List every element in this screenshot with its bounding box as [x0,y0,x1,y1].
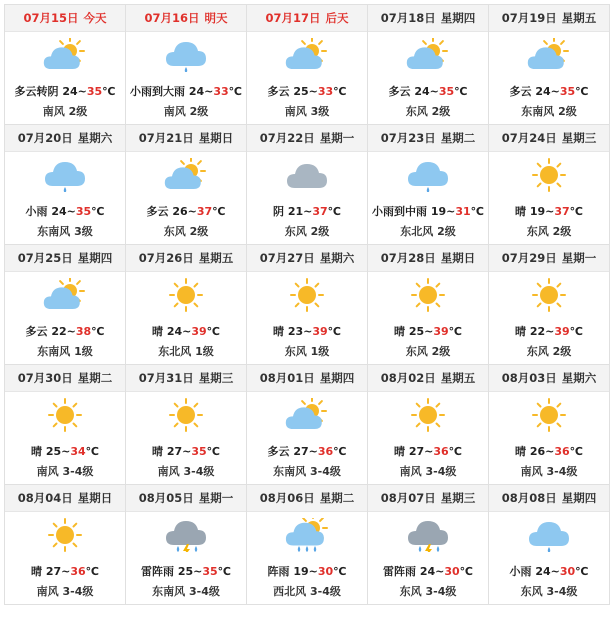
day-cell [368,485,489,605]
temp-unit: ℃ [569,205,583,218]
day-header [126,5,246,32]
weekday-label: 星期日 [440,251,476,265]
temp-unit: ℃ [569,445,583,458]
day-header [368,245,488,272]
weather-summary: 阵雨 19~30℃ [267,565,347,578]
overcast-cloud-icon [285,158,329,192]
date-label: 08月05日 [138,491,194,505]
weekday-label: 星期六 [77,131,113,145]
low-temp: 27 [293,445,309,458]
high-temp: 37 [554,205,570,218]
temp-unit: ℃ [206,445,220,458]
day-cell [5,485,126,605]
thunderstorm-icon [164,518,208,552]
weather-summary: 多云 24~35℃ [509,85,589,98]
wind-text: 南风 3-4级 [36,585,94,598]
weather-summary: 晴 27~35℃ [151,445,220,458]
wind-text: 东风 2级 [526,345,572,358]
low-temp: 22 [529,325,546,338]
sun-icon [527,398,571,432]
date-label: 07月20日 [17,131,73,145]
day-cell [126,485,247,605]
day-header [5,485,125,512]
day-cell [368,5,489,125]
day-cell [247,365,368,485]
low-temp: 26 [172,205,188,218]
date-label: 07月26日 [138,251,194,265]
date-label: 07月23日 [380,131,436,145]
sun-icon [406,398,450,432]
weekday-label: 星期二 [440,131,476,145]
sun-icon [285,278,329,312]
weather-summary: 多云转阴 24~35℃ [14,85,116,98]
temp-unit: ℃ [212,205,226,218]
date-label: 07月29日 [501,251,557,265]
condition-text: 雷阵雨 [382,565,416,578]
high-temp: 35 [438,85,455,98]
wind-text: 南风 3-4级 [157,465,215,478]
weather-summary: 雷阵雨 24~30℃ [382,565,473,578]
temp-unit: ℃ [333,445,347,458]
low-temp: 25 [293,85,309,98]
day-cell [489,125,610,245]
low-temp: 24 [62,85,78,98]
day-header [368,365,488,392]
condition-text: 晴 [30,565,42,578]
date-label: 07月28日 [380,251,436,265]
weather-summary: 晴 27~36℃ [393,445,462,458]
low-temp: 24 [51,205,67,218]
day-header [126,485,246,512]
sun-icon [527,158,571,192]
date-label: 08月07日 [380,491,436,505]
wind-text: 南风 2级 [42,105,88,118]
wind-text: 东风 2级 [405,345,451,358]
condition-text: 小雨到大雨 [129,85,185,98]
date-label: 07月25日 [17,251,73,265]
date-label: 07月22日 [259,131,315,145]
condition-text: 多云转阴 [14,85,59,98]
high-temp: 30 [317,565,334,578]
day-header [126,245,246,272]
day-header [5,125,125,152]
temp-unit: ℃ [327,325,341,338]
low-temp: 25 [408,325,425,338]
low-temp: 24 [535,565,551,578]
high-temp: 39 [191,325,207,338]
weekday-label: 星期五 [440,371,476,385]
wind-text: 东风 2级 [405,105,451,118]
wind-text: 东北风 2级 [400,225,456,238]
day-header [489,125,609,152]
weather-summary: 小雨 24~35℃ [25,205,105,218]
condition-text: 多云 [25,325,48,338]
high-temp: 36 [70,565,86,578]
date-label: 07月18日 [380,11,436,25]
weekday-label: 星期一 [561,251,597,265]
day-header [126,365,246,392]
partly-cloudy-icon [527,38,571,72]
temp-unit: ℃ [575,565,589,578]
low-temp: 27 [45,565,62,578]
temp-unit: ℃ [228,85,242,98]
date-label: 07月30日 [17,371,73,385]
date-label: 08月02日 [380,371,436,385]
high-temp: 30 [559,565,576,578]
temp-unit: ℃ [575,85,589,98]
condition-text: 晴 [151,325,163,338]
weather-summary: 小雨到中雨 19~31℃ [371,205,484,218]
condition-text: 雷阵雨 [140,565,174,578]
condition-text: 晴 [151,445,163,458]
low-temp: 22 [51,325,67,338]
date-label: 07月21日 [138,131,194,145]
wind-text: 南风 2级 [163,105,209,118]
low-temp: 24 [414,85,430,98]
weather-summary: 阴 21~37℃ [272,205,341,218]
condition-text: 阵雨 [267,565,290,578]
temp-unit: ℃ [85,445,99,458]
date-label: 07月17日 [265,11,321,25]
forecast-grid [4,4,610,605]
day-cell [126,245,247,365]
weekday-label: 明天 [204,11,228,25]
high-temp: 37 [312,205,328,218]
condition-text: 晴 [514,325,526,338]
partly-cloudy-icon [43,278,87,312]
condition-text: 多云 [388,85,411,98]
sun-icon [43,518,87,552]
day-cell [489,245,610,365]
condition-text: 小雨 [509,565,532,578]
temp-unit: ℃ [91,205,105,218]
weekday-label: 星期一 [319,131,355,145]
weather-summary: 多云 26~37℃ [146,205,226,218]
weekday-label: 星期三 [440,491,476,505]
weekday-label: 星期二 [77,371,113,385]
wind-text: 南风 3-4级 [520,465,578,478]
wind-text: 东风 2级 [163,225,209,238]
temp-unit: ℃ [206,325,220,338]
wind-text: 东南风 1级 [37,345,93,358]
weather-summary: 晴 23~39℃ [272,325,341,338]
weekday-label: 星期一 [198,491,234,505]
weekday-label: 星期日 [77,491,113,505]
day-header [247,5,367,32]
weather-summary: 晴 27~36℃ [30,565,99,578]
low-temp: 19 [430,205,447,218]
weather-summary: 晴 25~34℃ [30,445,99,458]
day-cell [5,5,126,125]
wind-text: 东南风 2级 [521,105,577,118]
low-temp: 24 [535,85,551,98]
condition-text: 小雨 [25,205,48,218]
temp-unit: ℃ [470,205,484,218]
high-temp: 33 [317,85,334,98]
low-temp: 25 [177,565,194,578]
condition-text: 小雨到中雨 [371,205,427,218]
weather-summary: 晴 22~39℃ [514,325,583,338]
day-header [489,245,609,272]
wind-text: 东南风 3-4级 [273,465,341,478]
condition-text: 阴 [272,205,284,218]
high-temp: 39 [433,325,449,338]
weather-summary: 小雨 24~30℃ [509,565,589,578]
high-temp: 33 [213,85,229,98]
wind-text: 东风 3-4级 [520,585,578,598]
day-header [247,365,367,392]
rain-cloud-icon [43,158,87,192]
day-cell [247,245,368,365]
day-cell [5,365,126,485]
weekday-label: 星期四 [561,491,597,505]
weekday-label: 星期日 [198,131,234,145]
weather-summary: 多云 22~38℃ [25,325,105,338]
low-temp: 19 [529,205,546,218]
partly-cloudy-icon [285,398,329,432]
condition-text: 晴 [30,445,42,458]
day-cell [247,485,368,605]
day-cell [247,5,368,125]
weather-summary: 多云 25~33℃ [267,85,347,98]
low-temp: 24 [419,565,436,578]
wind-text: 南风 3-4级 [36,465,94,478]
weekday-label: 星期二 [319,491,355,505]
temp-unit: ℃ [91,325,105,338]
weekday-label: 星期三 [561,131,597,145]
date-label: 07月31日 [138,371,194,385]
sun-icon [43,398,87,432]
date-label: 08月01日 [259,371,315,385]
day-header [368,125,488,152]
wind-text: 东南风 3级 [37,225,93,238]
high-temp: 35 [559,85,576,98]
date-label: 08月04日 [17,491,73,505]
temp-unit: ℃ [448,445,462,458]
day-header [489,485,609,512]
wind-text: 东北风 1级 [158,345,214,358]
weekday-label: 星期三 [198,371,234,385]
watermark [258,596,378,610]
date-label: 07月19日 [501,11,557,25]
weather-summary: 多云 27~36℃ [267,445,347,458]
wind-text: 南风 3级 [284,105,330,118]
date-label: 07月15日 [23,11,79,25]
weekday-label: 星期六 [561,371,597,385]
date-label: 07月24日 [501,131,557,145]
rain-cloud-icon [527,518,571,552]
condition-text: 晴 [514,205,526,218]
high-temp: 35 [86,85,103,98]
rain-cloud-icon [406,158,450,192]
high-temp: 36 [317,445,334,458]
weather-summary: 晴 24~39℃ [151,325,220,338]
condition-text: 多云 [267,85,290,98]
day-cell [247,125,368,245]
day-header [247,245,367,272]
low-temp: 19 [293,565,309,578]
low-temp: 27 [166,445,183,458]
high-temp: 39 [312,325,328,338]
weekday-label: 后天 [325,11,349,25]
high-temp: 36 [554,445,570,458]
high-temp: 37 [196,205,213,218]
low-temp: 24 [166,325,183,338]
weather-summary: 晴 26~36℃ [514,445,583,458]
temp-unit: ℃ [333,565,347,578]
temp-unit: ℃ [448,325,462,338]
sun-icon [406,278,450,312]
day-cell [368,125,489,245]
high-temp: 38 [75,325,92,338]
low-temp: 25 [45,445,62,458]
day-header [126,125,246,152]
temp-unit: ℃ [102,85,116,98]
shower-icon [285,518,329,552]
sun-icon [164,398,208,432]
low-temp: 21 [287,205,304,218]
high-temp: 31 [455,205,471,218]
day-header [247,485,367,512]
date-label: 08月06日 [259,491,315,505]
high-temp: 35 [202,565,218,578]
condition-text: 多云 [146,205,169,218]
partly-cloudy-icon [406,38,450,72]
day-cell [489,485,610,605]
day-header [368,485,488,512]
condition-text: 晴 [272,325,284,338]
weather-summary: 晴 25~39℃ [393,325,462,338]
rain-cloud-icon [164,38,208,72]
day-header [5,365,125,392]
day-cell [489,5,610,125]
temp-unit: ℃ [333,85,347,98]
day-cell [126,365,247,485]
low-temp: 26 [529,445,546,458]
wind-text: 东风 3-4级 [399,585,457,598]
day-header [489,365,609,392]
day-cell [368,365,489,485]
low-temp: 27 [408,445,425,458]
temp-unit: ℃ [459,565,473,578]
weekday-label: 星期六 [319,251,355,265]
wind-text: 西北风 3-4级 [273,585,341,598]
weekday-label: 星期四 [440,11,476,25]
weather-summary: 雷阵雨 25~35℃ [140,565,231,578]
day-cell [5,245,126,365]
condition-text: 多云 [509,85,532,98]
weekday-label: 星期五 [561,11,597,25]
temp-unit: ℃ [217,565,231,578]
day-cell [5,125,126,245]
day-cell [368,245,489,365]
day-header [368,5,488,32]
temp-unit: ℃ [569,325,583,338]
temp-unit: ℃ [327,205,341,218]
wind-text: 东风 1级 [284,345,330,358]
high-temp: 30 [444,565,460,578]
weather-summary: 小雨到大雨 24~33℃ [129,85,242,98]
low-temp: 23 [287,325,304,338]
day-header [489,5,609,32]
weekday-label: 今天 [83,11,107,25]
high-temp: 35 [191,445,207,458]
high-temp: 35 [75,205,92,218]
sun-icon [527,278,571,312]
partly-cloudy-icon [43,38,87,72]
day-header [5,5,125,32]
day-cell [489,365,610,485]
wind-text: 东风 2级 [526,225,572,238]
date-label: 08月03日 [501,371,557,385]
weekday-label: 星期四 [77,251,113,265]
weather-summary: 晴 19~37℃ [514,205,583,218]
day-cell [126,5,247,125]
day-header [247,125,367,152]
weekday-label: 星期五 [198,251,234,265]
high-temp: 39 [554,325,570,338]
wind-text: 东南风 3-4级 [152,585,220,598]
condition-text: 晴 [514,445,526,458]
date-label: 07月16日 [144,11,200,25]
date-label: 07月27日 [259,251,315,265]
condition-text: 多云 [267,445,290,458]
weekday-label: 星期四 [319,371,355,385]
partly-cloudy-icon [164,158,208,192]
low-temp: 24 [188,85,205,98]
temp-unit: ℃ [85,565,99,578]
weather-summary: 多云 24~35℃ [388,85,468,98]
temp-unit: ℃ [454,85,468,98]
high-temp: 36 [433,445,449,458]
sun-icon [164,278,208,312]
thunderstorm-icon [406,518,450,552]
wind-text: 南风 3-4级 [399,465,457,478]
wind-text: 东风 2级 [284,225,330,238]
high-temp: 34 [70,445,86,458]
condition-text: 晴 [393,325,405,338]
day-cell [126,125,247,245]
date-label: 08月08日 [501,491,557,505]
day-header [5,245,125,272]
partly-cloudy-icon [285,38,329,72]
condition-text: 晴 [393,445,405,458]
